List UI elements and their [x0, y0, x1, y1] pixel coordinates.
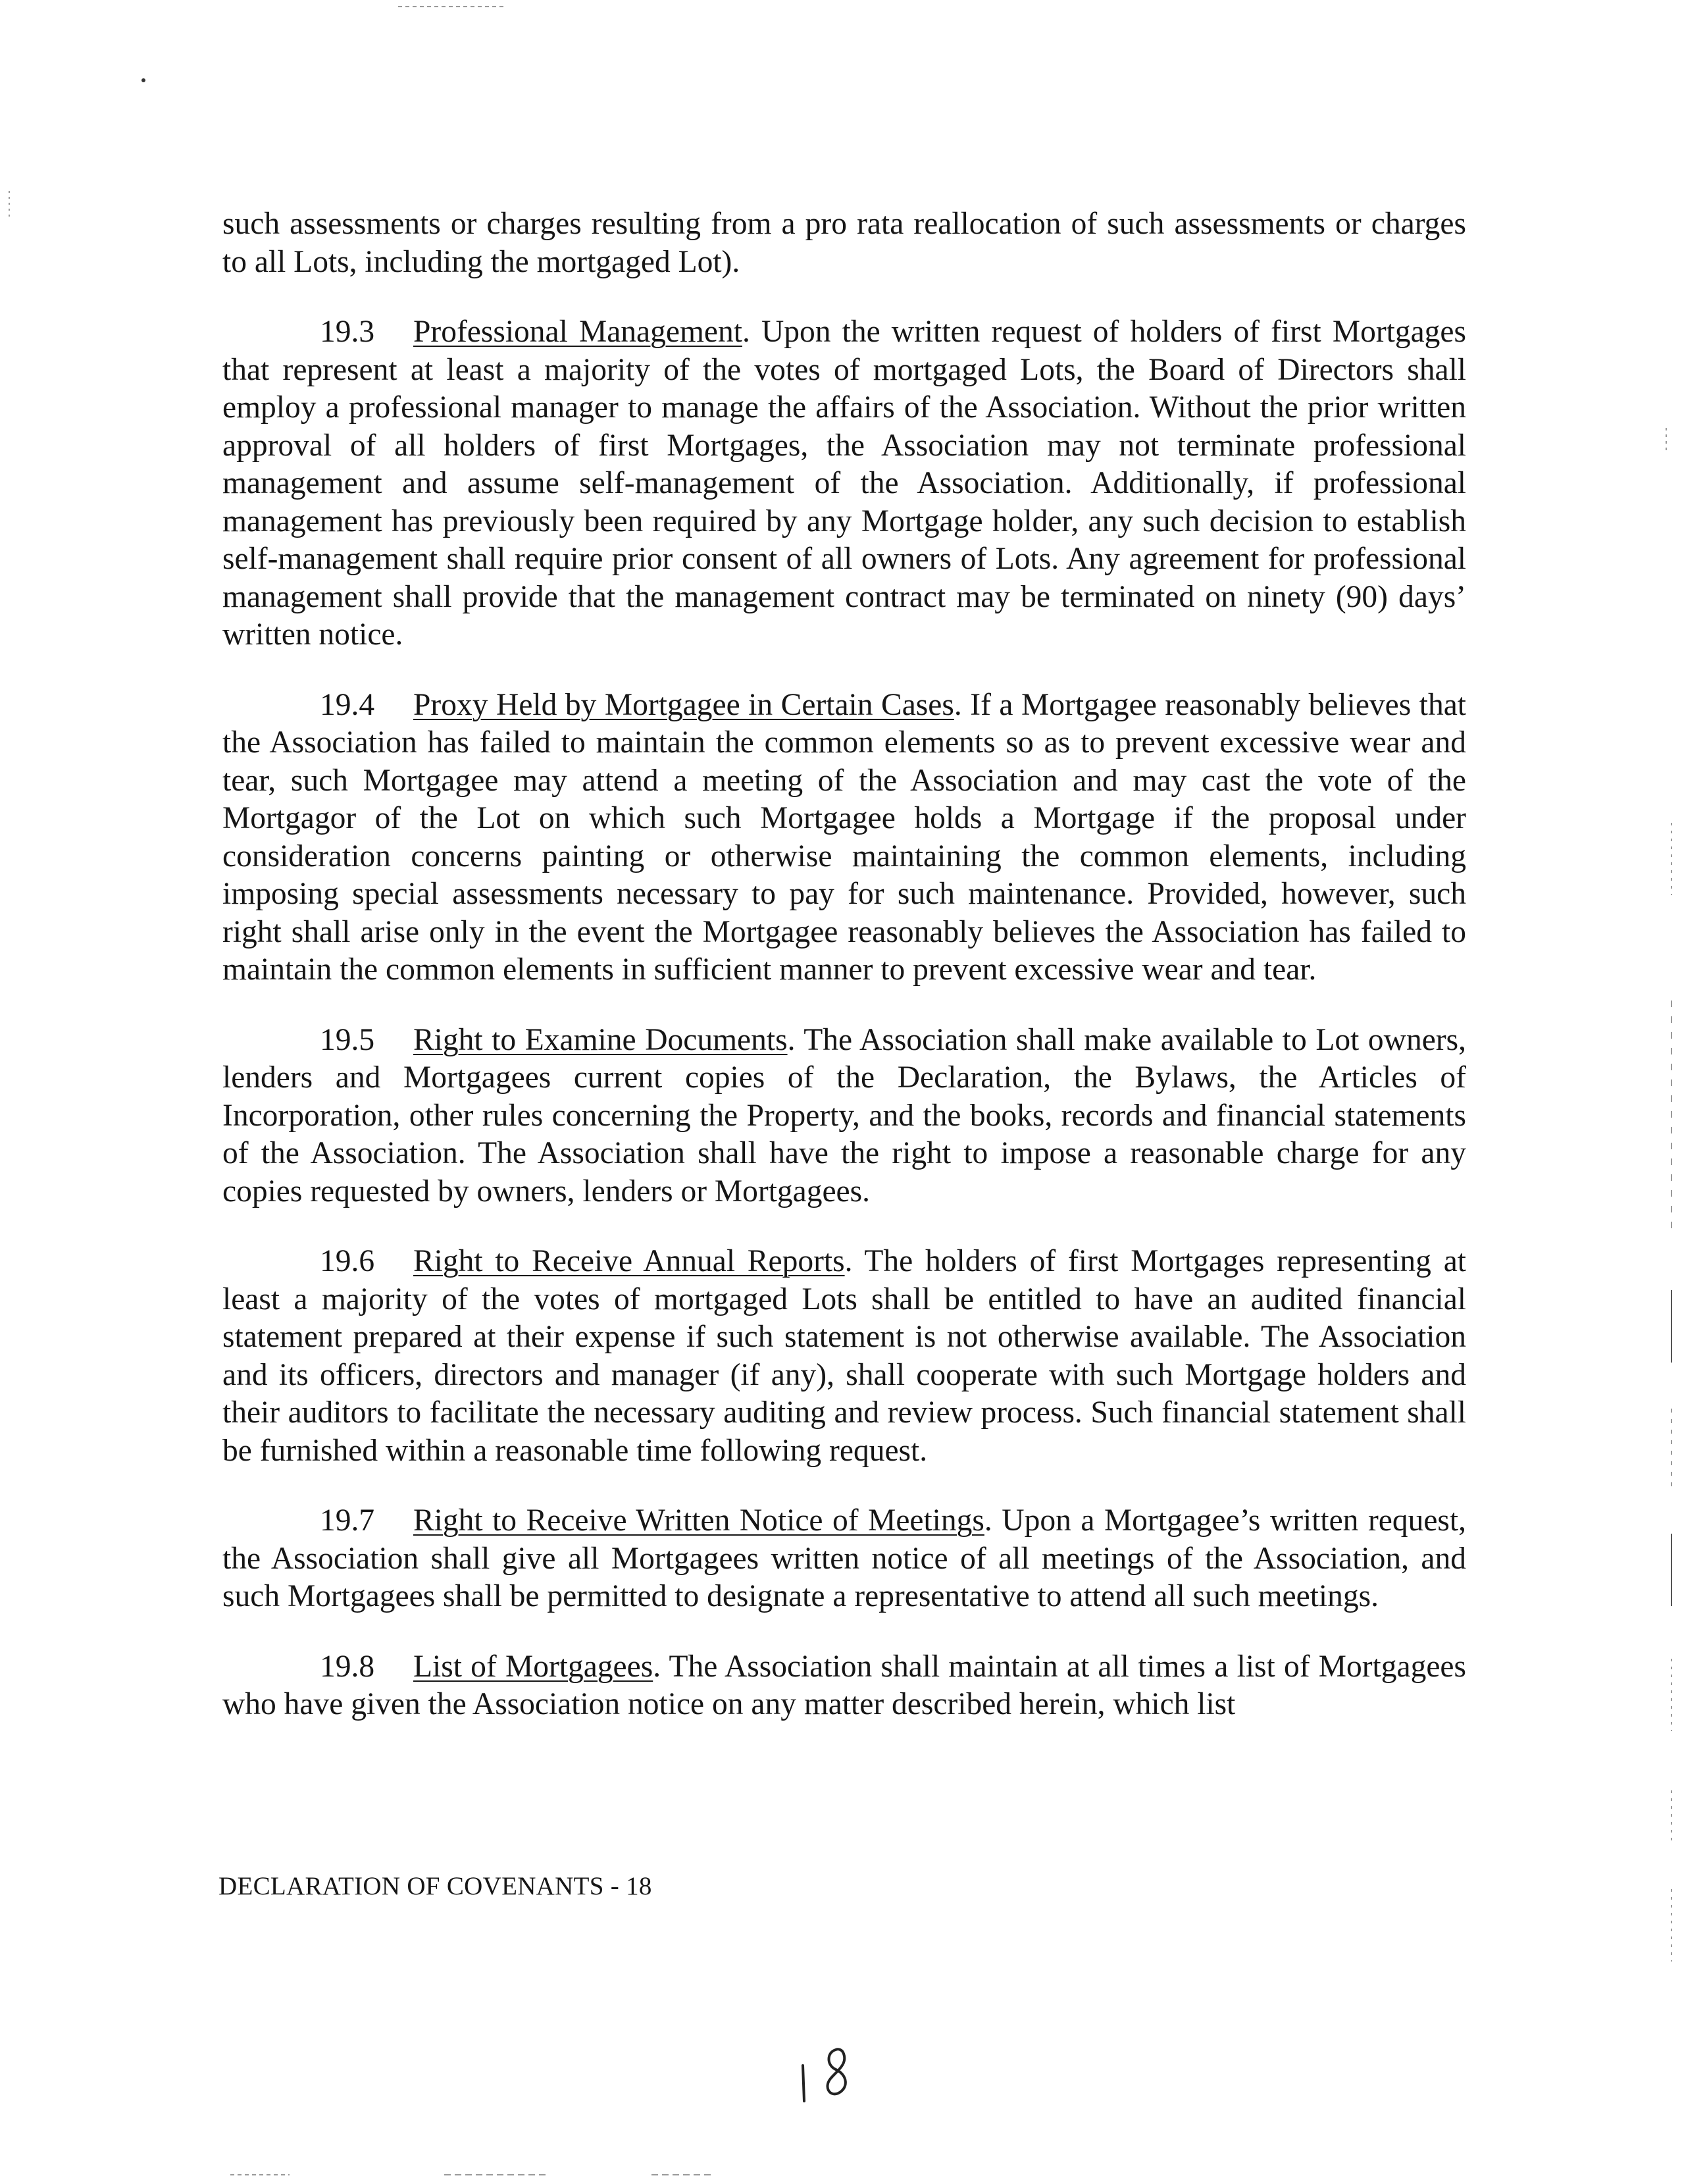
paragraph-text: . The Association shall make available to Lot owners, lenders and Mortgagees current copies of the Declaration, the Bylaws, the Articles of Incorporation, other rules concerning the Property, and the books, records and financial statements of the Association. The Association shall have the right to impose a reasonable charge for any copies requested by owners, lenders or Mortgagees. — [222, 1022, 1466, 1209]
handwritten-page-number — [795, 2046, 867, 2105]
paragraph-19-2-continuation — [222, 205, 1466, 281]
section-heading: Professional Management — [413, 315, 742, 349]
paragraph-text: . If a Mortgagee reasonably believes that the Association has failed to maintain the common elements so as to prevent excessive wear and tear, such Mortgagee may attend a meeting of the Association and may cast the vote of the Mortgagor of the Lot on which such Mortgagee holds a Mortgage if the proposal under consideration concerns painting or otherwise maintaining the common elements, including imposing special assessments necessary to pay for such maintenance. Provided, however, such right shall arise only in the event the Mortgagee reasonably believes the Association has failed to maintain the common elements in sufficient manner to prevent excessive wear and tear. — [222, 687, 1466, 987]
paragraph-text: . The Association shall maintain at all times a list of Mortgagees who have given the Association notice on any matter described herein, which list — [222, 1649, 1466, 1721]
section-heading: List of Mortgagees — [413, 1649, 653, 1684]
section-number: 19.7 — [320, 1503, 375, 1538]
section-number: 19.6 — [320, 1244, 375, 1278]
document-body — [222, 205, 1466, 1756]
paragraph-text: . The holders of first Mortgages representing at least a majority of the votes of mortgaged Lots shall be entitled to have an audited financial statement prepared at their expense if such statement is not otherwise available. The Association and its officers, directors and manager (if any), shall cooperate with such Mortgage holders and their auditors to facilitate the necessary auditing and review process. Such financial statement shall be furnished within a reasonable time following request. — [222, 1244, 1466, 1468]
paragraph-19-3 — [222, 313, 1466, 654]
paragraph-19-6 — [222, 1243, 1466, 1470]
section-heading: Right to Examine Documents — [413, 1022, 788, 1057]
section-heading: Right to Receive Annual Reports — [413, 1244, 845, 1278]
handwritten-digit-eight — [828, 2049, 846, 2094]
scan-dot — [141, 78, 145, 82]
paragraph-text: . Upon a Mortgagee’s written request, the Association shall give all Mortgagees written notice of all meetings of the Association, and such Mortgagees shall be permitted to designate a representative to attend all such meetings. — [222, 1503, 1466, 1613]
paragraph-text: . Upon the written request of holders of first Mortgages that represent at least a majority of the votes of mortgaged Lots, the Board of Directors shall employ a professional manager to manage the affairs of the Association. Without the prior written approval of all holders of first Mortgages, the Association may not terminate professional management and assume self-management of the Association. Additionally, if professional management has previously been required by any Mortgage holder, any such decision to establish self-management shall require prior consent of all owners of Lots. Any agreement for professional management shall provide that the management contract may be terminated on ninety (90) days’ written notice. — [222, 315, 1466, 652]
page-footer: DECLARATION OF COVENANTS - 18 — [218, 1872, 652, 1900]
section-number: 19.8 — [320, 1649, 375, 1684]
paragraph-19-4 — [222, 687, 1466, 989]
handwritten-digit-one — [803, 2066, 804, 2101]
section-number: 19.3 — [320, 315, 375, 349]
section-heading: Proxy Held by Mortgagee in Certain Cases — [413, 687, 954, 722]
paragraph-19-5 — [222, 1022, 1466, 1211]
section-heading: Right to Receive Written Notice of Meetings — [413, 1503, 984, 1538]
paragraph-19-7 — [222, 1502, 1466, 1616]
section-number: 19.4 — [320, 687, 375, 722]
section-number: 19.5 — [320, 1022, 375, 1057]
paragraph-19-8 — [222, 1648, 1466, 1724]
paragraph-text: such assessments or charges resulting from a pro rata reallocation of such assessments or charges to all Lots, including the mortgaged Lot). — [222, 207, 1466, 279]
